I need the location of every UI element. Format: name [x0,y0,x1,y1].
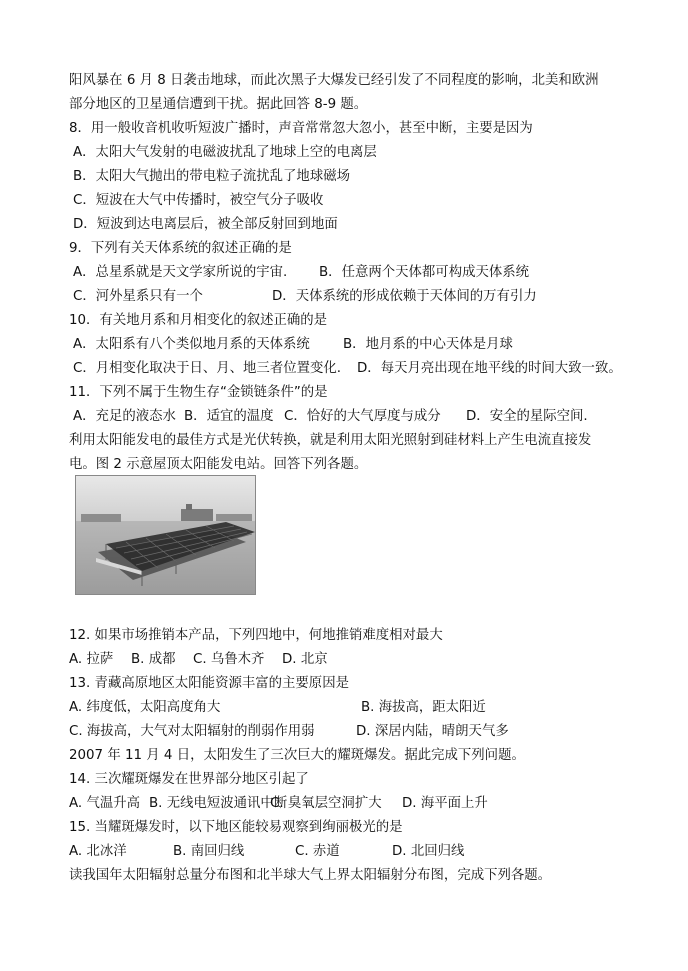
q8-option-d: D．短波到达电离层后，被全部反射回到地面 [73,217,338,232]
q15-option-b: B. 南回归线 [173,844,245,859]
solar-intro-line-1: 利用太阳能发电的最佳方式是光伏转换，就是利用太阳光照射到硅材料上产生电流直接发 [69,433,592,448]
rooftop-solar-station-photo [75,475,256,595]
q10-options-row-1 [73,336,513,354]
q13-options-row-2 [69,723,509,741]
q13-option-d: D. 深居内陆，晴朗天气多 [356,724,509,739]
q10-option-a: A．太阳系有八个类似地月系的天体系统 [73,337,310,352]
q13-option-a: A. 纬度低，太阳高度角大 [69,700,221,715]
closing-instruction: 读我国年太阳辐射总量分布图和北半球大气上界太阳辐射分布图，完成下列各题。 [69,868,552,883]
q15-stem: 15. 当耀斑爆发时，以下地区能较易观察到绚丽极光的是 [69,820,403,835]
q15-option-a: A. 北冰洋 [69,844,127,859]
q9-option-a: A．总星系就是天文学家所说的宇宙. [73,265,288,280]
q12-option-d: D. 北京 [282,652,328,667]
q13-options-row-1 [69,699,486,717]
q15-option-c: C. 赤道 [295,844,340,859]
q9-stem: 9．下列有关天体系统的叙述正确的是 [69,241,292,256]
intro-line-1: 阳风暴在 6 月 8 日袭击地球，而此次黑子大爆发已经引发了不同程度的影响，北美和欧洲 [69,73,599,88]
q11-options-row [73,408,588,426]
q9-option-c: C．河外星系只有一个 [73,289,203,304]
q12-options-row [69,651,328,669]
q14-option-b: B. 无线电短波通讯中断 [149,796,288,811]
q15-options-row [69,843,464,861]
q8-stem: 8．用一般收音机收听短波广播时，声音常常忽大忽小，甚至中断，主要是因为 [69,121,533,136]
q10-option-b: B．地月系的中心天体是月球 [343,337,513,352]
q14-option-a: A. 气温升高 [69,796,140,811]
q14-option-c: C. 臭氧层空洞扩大 [270,796,382,811]
q15-option-d: D. 北回归线 [392,844,465,859]
q11-stem: 11．下列不属于生物生存“金锁链条件”的是 [69,385,328,400]
q9-options-row-2 [73,288,537,306]
q10-stem: 10．有关地月系和月相变化的叙述正确的是 [69,313,328,328]
q8-option-a: A．太阳大气发射的电磁波扰乱了地球上空的电离层 [73,145,377,160]
q11-option-b: B．适宜的温度 [184,409,274,424]
q11-option-c: C．恰好的大气厚度与成分 [284,409,441,424]
q8-option-b: B．太阳大气抛出的带电粒子流扰乱了地球磁场 [73,169,350,184]
q11-option-a: A．充足的液态水 [73,409,176,424]
q13-option-c: C. 海拔高，大气对太阳辐射的削弱作用弱 [69,724,315,739]
q10-options-row-2 [73,360,622,378]
intro-line-2: 部分地区的卫星通信遭到干扰。据此回答 8-9 题。 [69,97,368,112]
q12-stem: 12. 如果市场推销本产品，下列四地中，何地推销难度相对最大 [69,628,443,643]
flare-intro: 2007 年 11 月 4 日，太阳发生了三次巨大的耀斑爆发。据此完成下列问题。 [69,748,525,763]
q14-options-row [69,795,488,813]
q14-option-d: D. 海平面上升 [402,796,488,811]
solar-intro-line-2: 电。图 2 示意屋顶太阳能发电站。回答下列各题。 [69,457,368,472]
solar-panel-illustration [76,476,255,594]
q11-option-d: D．安全的星际空间. [466,409,588,424]
q10-option-c: C．月相变化取决于日、月、地三者位置变化. [73,361,342,376]
q13-option-b: B. 海拔高，距太阳近 [361,700,486,715]
q9-options-row-1 [73,264,529,282]
q10-option-d: D．每天月亮出现在地平线的时间大致一致。 [357,361,622,376]
q14-stem: 14. 三次耀斑爆发在世界部分地区引起了 [69,772,309,787]
q12-option-c: C. 乌鲁木齐 [193,652,265,667]
q13-stem: 13. 青藏高原地区太阳能资源丰富的主要原因是 [69,676,349,691]
q9-option-b: B．任意两个天体都可构成天体系统 [319,265,530,280]
q12-option-a: A. 拉萨 [69,652,114,667]
q9-option-d: D．天体系统的形成依赖于天体间的万有引力 [272,289,537,304]
q8-option-c: C．短波在大气中传播时，被空气分子吸收 [73,193,324,208]
q12-option-b: B. 成都 [131,652,176,667]
